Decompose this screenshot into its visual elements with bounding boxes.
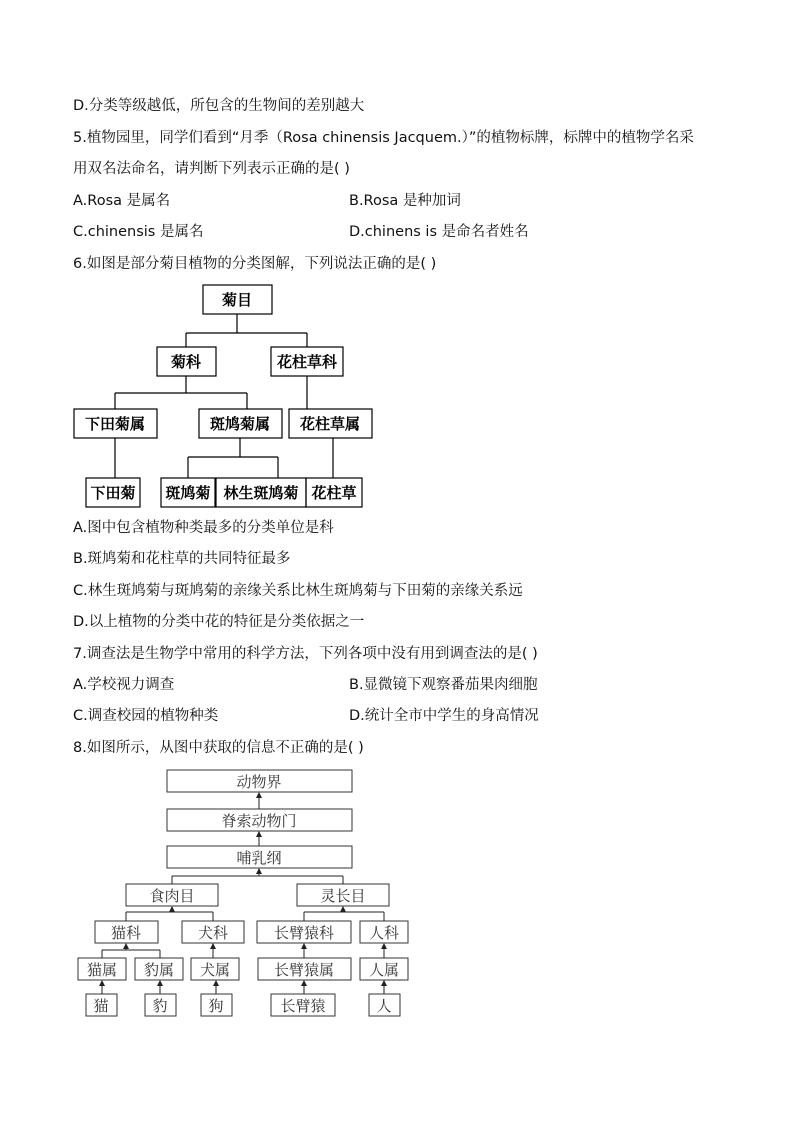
- q7-stem: 7.调查法是生物学中常用的科学方法，下列各项中没有用到调查法的是( ): [73, 646, 538, 662]
- q7-option-b: B.显微镜下观察番茄果肉细胞: [349, 677, 538, 693]
- q8-stem: 8.如图所示，从图中获取的信息不正确的是( ): [73, 740, 364, 756]
- q5-option-d: D.chinens is 是命名者姓名: [349, 224, 529, 240]
- q8-node-order-2: 灵长目: [320, 887, 366, 905]
- q6-option-b: B.斑鸠菊和花柱草的共同特征最多: [73, 551, 291, 567]
- q8-node-genus-4: 长臂猿属: [273, 961, 335, 979]
- q8-node-species-4: 长臂猿: [280, 997, 326, 1015]
- q5-stem-line1: 5.植物园里，同学们看到“月季（Rosa chinensis Jacquem.）”的植物标牌，标牌中的植物学名采: [73, 130, 694, 146]
- q6-node-species-1: 下田菊: [90, 484, 136, 502]
- q8-node-species-2: 豹: [152, 997, 168, 1015]
- q8-node-genus-5: 人属: [368, 961, 400, 979]
- q4-option-d: D.分类等级越低，所包含的生物间的差别越大: [73, 98, 365, 114]
- q8-node-family-2: 犬科: [197, 924, 229, 942]
- q8-node-order-1: 食肉目: [149, 887, 195, 905]
- q6-option-d: D.以上植物的分类中花的特征是分类依据之一: [73, 614, 365, 630]
- q8-node-species-3: 狗: [208, 997, 224, 1015]
- q6-node-family-2: 花柱草科: [276, 353, 338, 371]
- q8-node-family-1: 猫科: [110, 924, 142, 942]
- q6-node-family-1: 菊科: [170, 353, 202, 371]
- q8-node-genus-1: 猫属: [86, 961, 118, 979]
- q8-node-genus-3: 犬属: [199, 961, 231, 979]
- q8-node-class: 哺乳纲: [236, 849, 282, 867]
- q8-node-phylum: 脊索动物门: [221, 812, 297, 830]
- q6-node-genus-3: 花柱草属: [299, 415, 361, 433]
- q8-node-kingdom: 动物界: [236, 773, 282, 791]
- q8-node-species-1: 猫: [93, 997, 109, 1015]
- q6-node-genus-1: 下田菊属: [84, 415, 146, 433]
- q8-node-family-4: 人科: [368, 924, 400, 942]
- q7-option-d: D.统计全市中学生的身高情况: [349, 708, 539, 724]
- q6-node-species-3: 林生斑鸠菊: [223, 484, 299, 502]
- q5-option-b: B.Rosa 是种加词: [349, 193, 461, 209]
- q6-stem: 6.如图是部分菊目植物的分类图解，下列说法正确的是( ): [73, 256, 437, 272]
- q5-stem-line2: 用双名法命名，请判断下列表示正确的是( ): [73, 161, 350, 177]
- q6-option-c: C.林生斑鸠菊与斑鸠菊的亲缘关系比林生斑鸠菊与下田菊的亲缘关系远: [73, 583, 523, 599]
- q7-option-c: C.调查校园的植物种类: [73, 708, 219, 724]
- q6-node-order: 菊目: [221, 291, 253, 309]
- q6-node-species-4: 花柱草: [311, 484, 357, 502]
- q8-node-family-3: 长臂猿科: [273, 924, 335, 942]
- q7-option-a: A.学校视力调查: [73, 677, 175, 693]
- q8-node-species-5: 人: [376, 997, 392, 1015]
- q8-node-genus-2: 豹属: [143, 961, 175, 979]
- q6-node-species-2: 斑鸠菊: [165, 484, 211, 502]
- q6-node-genus-2: 斑鸠菊属: [209, 415, 271, 433]
- q6-option-a: A.图中包含植物种类最多的分类单位是科: [73, 520, 334, 536]
- q5-option-c: C.chinensis 是属名: [73, 224, 204, 240]
- q5-option-a: A.Rosa 是属名: [73, 193, 171, 209]
